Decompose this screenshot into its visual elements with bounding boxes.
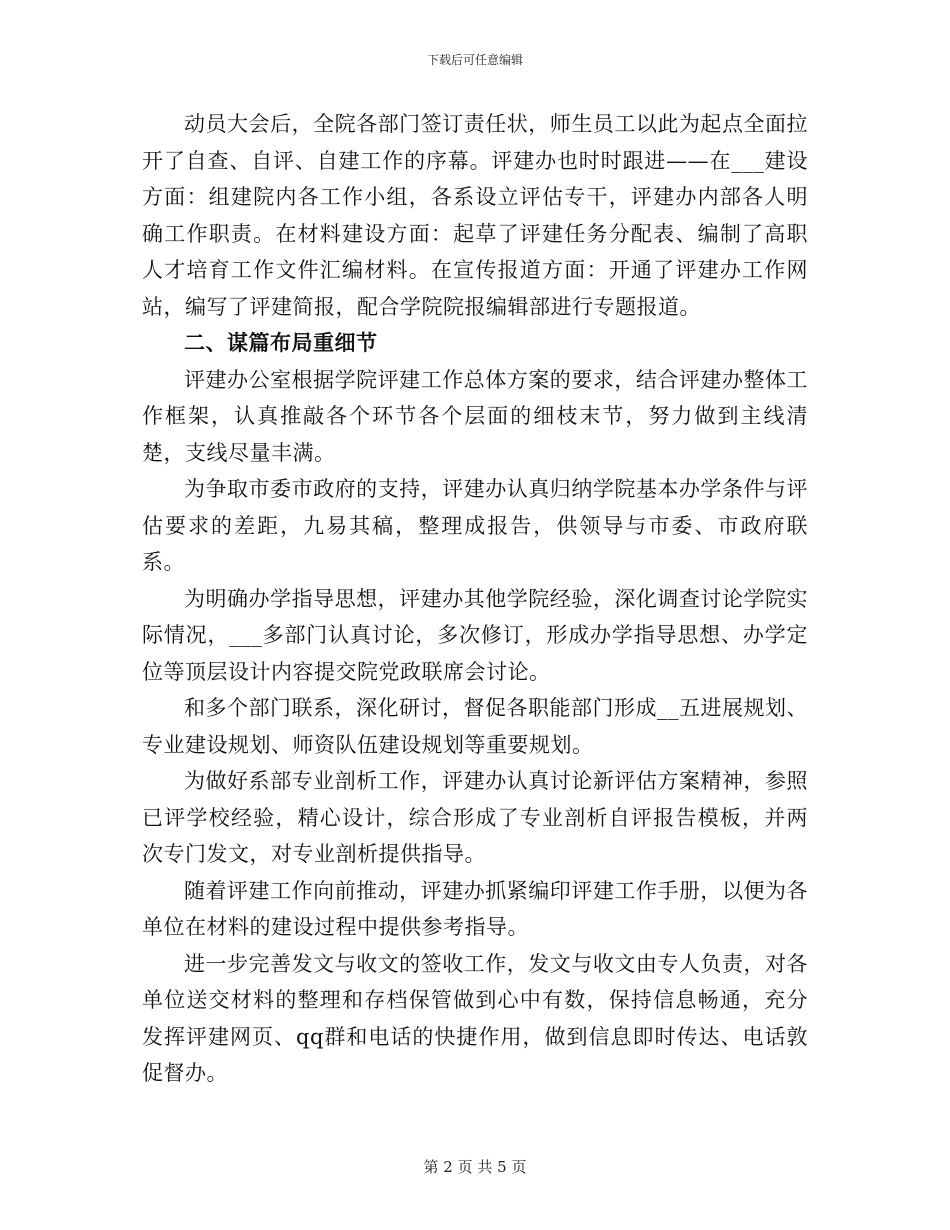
page-number-footer: 第 2 页 共 5 页	[423, 1158, 527, 1176]
paragraph-planning: 和多个部门联系，深化研讨，督促各职能部门形成__五进展规划、专业建设规划、师资队伍建设规划等重要规划。	[142, 696, 808, 757]
paragraph-mobilization: 动员大会后，全院各部门签订责任状，师生员工以此为起点全面拉开了自查、自评、自建工作的序幕。评建办也时时跟进——在___建设方面：组建院内各工作小组，各系设立评估专干，评建办内部各人明确工作职责。在材料建设方面：起草了评建任务分配表、编制了高职人才培育工作文件汇编材料。在宣传报道方面：开通了评建办工作网站，编写了评建简报，配合学院院报编辑部进行专题报道。	[142, 112, 808, 319]
paragraph-government-support: 为争取市委市政府的支持，评建办认真归纳学院基本办学条件与评估要求的差距，九易其稿，整理成报告，供领导与市委、市政府联系。	[142, 477, 808, 574]
paragraph-major-analysis: 为做好系部专业剖析工作，评建办认真讨论新评估方案精神，参照已评学校经验，精心设计，综合形成了专业剖析自评报告模板，并两次专门发文，对专业剖析提供指导。	[142, 769, 808, 866]
paragraph-handbook: 随着评建工作向前推动，评建办抓紧编印评建工作手册，以便为各单位在材料的建设过程中提供参考指导。	[142, 878, 808, 939]
paragraph-guiding-thought: 为明确办学指导思想，评建办其他学院经验，深化调查讨论学院实际情况，___多部门认真讨论，多次修订，形成办学指导思想、办学定位等顶层设计内容提交院党政联席会讨论。	[142, 586, 808, 684]
document-body	[142, 106, 808, 1092]
page-header-note: 下载后可任意编辑	[426, 53, 523, 67]
section-heading: 二、谋篇布局重细节	[184, 330, 378, 355]
paragraph-framework: 评建办公室根据学院评建工作总体方案的要求，结合评建办整体工作框架，认真推敲各个环节各个层面的细枝末节，努力做到主线清楚，支线尽量丰满。	[142, 367, 808, 465]
paragraph-document-handling: 进一步完善发文与收文的签收工作，发文与收文由专人负责，对各单位送交材料的整理和存档保管做到心中有数，保持信息畅通，充分发挥评建网页、qq群和电话的快捷作用，做到信息即时传达、电话敦促督办。	[142, 951, 808, 1085]
